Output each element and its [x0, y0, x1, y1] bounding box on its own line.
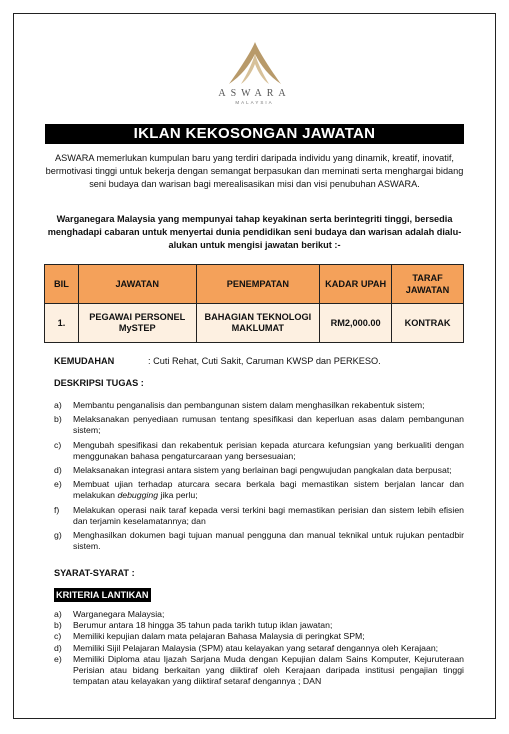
syarat-syarat-heading: SYARAT-SYARAT :	[54, 568, 135, 578]
kriteria-lantikan-heading: KRITERIA LANTIKAN	[56, 590, 149, 600]
list-item: a) Warganegara Malaysia;	[54, 609, 165, 619]
aswara-emblem-icon	[225, 40, 285, 86]
deskripsi-tugas-heading: DESKRIPSI TUGAS :	[54, 378, 144, 388]
list-item: c) Memiliki kepujian dalam mata pelajaran Bahasa Malaysia di peringkat SPM;	[54, 631, 365, 642]
header-bil: BIL	[45, 265, 79, 304]
list-item: d) Melaksanakan integrasi antara sistem yang berlainan bagi pengwujudan pangkalan data berpusat;	[54, 465, 452, 476]
criteria-list	[54, 609, 464, 687]
list-item: g) Menghasilkan dokumen bagi tujuan manual pengguna dan manual teknikal untuk rujukan pentadbir sistem.	[54, 530, 464, 552]
logo-wordmark: ASWARA	[218, 88, 291, 99]
logo-subtitle: MALAYSIA	[235, 100, 274, 105]
list-item: e) Memiliki Diploma atau Ijazah Sarjana Muda dengan Kepujian dalam Sains Komputer, Kejuruteraan Perisian atau bidang berkaitan yang diiktiraf oleh Kerajaan daripada institusi pengajian tinggi tempatan atau kelayakan yang diiktiraf setaraf dengannya ; DAN	[54, 653, 464, 687]
intro-paragraph: ASWARA memerlukan kumpulan baru yang terdiri daripada individu yang dinamik, kreatif, inovatif, bermotivasi tinggi untuk bekerja dengan semangat berpasukan dan meminati serta menghargai bidang seni budaya dan warisan bagi merealisasikan misi dan visi penubuhan ASWARA.	[45, 153, 464, 190]
invitation-paragraph: Warganegara Malaysia yang mempunyai tahap keyakinan serta berintegriti tinggi, bersedia menghadapi cabaran untuk menyertai dunia pendidikan seni budaya dan warisan adalah dialu-alukan untuk mengisi jawatan berikut :-	[47, 214, 462, 251]
list-item: c) Mengubah spesifikasi dan rekabentuk perisian kepada aturcara kefungsian yang berkualiti dengan menggunakan bahasa pengaturcaraan yang bersesuaian;	[54, 439, 464, 461]
table-row	[45, 304, 464, 343]
aswara-logo	[0, 40, 509, 112]
header-kadar-upah: KADAR UPAH	[320, 265, 392, 304]
list-item: b) Melaksanakan penyediaan rumusan tentang spesifikasi dan keperluan asas dalam pembangunan sistem;	[54, 414, 464, 436]
list-item: b) Berumur antara 18 hingga 35 tahun pada tarikh tutup iklan jawatan;	[54, 620, 333, 631]
list-item: e) Membuat ujian terhadap aturcara secara berkala bagi memastikan sistem berjalan lancar dan melakukan debugging jika perlu;	[54, 479, 464, 501]
list-item: d) Memiliki Sijil Pelajaran Malaysia (SPM) atau kelayakan yang setaraf dengannya oleh Kerajaan;	[54, 642, 439, 653]
task-list	[54, 400, 464, 555]
kemudahan-label: KEMUDAHAN	[54, 356, 115, 366]
list-item: f) Melakukan operasi naik taraf kepada versi terkini bagi memastikan perisian dan sistem lebih efisien dan terjamin keselamatannya; dan	[54, 504, 464, 526]
kemudahan-line	[54, 356, 381, 366]
page-title: IKLAN KEKOSONGAN JAWATAN	[45, 124, 464, 144]
table-header-row	[45, 265, 464, 304]
cell-jawatan: PEGAWAI PERSONEL MySTEP	[78, 304, 196, 343]
vacancy-table	[44, 264, 464, 343]
cell-kadar-upah: RM2,000.00	[320, 304, 392, 343]
kemudahan-value: : Cuti Rehat, Cuti Sakit, Caruman KWSP dan PERKESO.	[148, 356, 381, 366]
header-taraf-jawatan: TARAF JAWATAN	[392, 265, 464, 304]
cell-taraf-jawatan: KONTRAK	[392, 304, 464, 343]
list-item: a) Membantu penganalisis dan pembangunan sistem dalam menghasilkan rekabentuk sistem;	[54, 400, 425, 410]
header-jawatan: JAWATAN	[78, 265, 196, 304]
cell-penempatan: BAHAGIAN TEKNOLOGI MAKLUMAT	[196, 304, 320, 343]
header-penempatan: PENEMPATAN	[196, 265, 320, 304]
cell-bil: 1.	[45, 304, 79, 343]
